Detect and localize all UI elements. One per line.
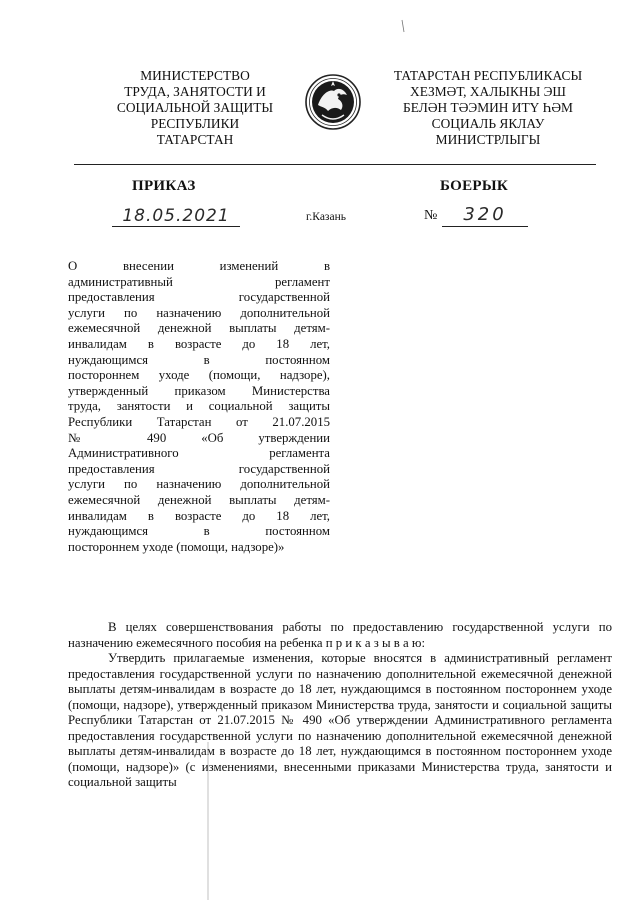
subject-line: нуждающимся в постоянном bbox=[68, 352, 330, 367]
ministry-name-ru-line: РЕСПУБЛИКИ bbox=[150, 116, 240, 131]
ministry-name-tt-line: ТАТАРСТАН РЕСПУБЛИКАСЫ bbox=[393, 68, 583, 83]
subject-line: инвалидам в возрасте до 18 лет, bbox=[68, 508, 330, 523]
ministry-name-tt-line: СОЦИАЛЬ ЯКЛАУ bbox=[431, 116, 545, 131]
subject-line: ежемесячной денежной выплаты детям- bbox=[68, 492, 330, 507]
ministry-name-ru-line: ТРУДА, ЗАНЯТОСТИ И bbox=[124, 84, 266, 99]
order-number-sign: № bbox=[424, 208, 438, 223]
subject-line: предоставления государственной bbox=[68, 290, 330, 305]
ministry-name-ru bbox=[90, 68, 300, 148]
subject-line: административный регламент bbox=[68, 274, 330, 289]
tatarstan-emblem-icon bbox=[304, 73, 362, 131]
order-title-tt: БОЕРЫК bbox=[440, 178, 509, 194]
ministry-name-tt bbox=[372, 68, 604, 148]
ministry-name-ru-line: МИНИСТЕРСТВО bbox=[140, 68, 250, 83]
subject-line: труда, занятости и социальной защиты bbox=[68, 399, 330, 414]
subject-line: утвержденный приказом Министерства bbox=[68, 383, 330, 398]
subject-line: постороннем уходе (помощи, надзоре)» bbox=[68, 539, 285, 554]
subject-line: услуги по назначению дополнительной bbox=[68, 477, 330, 492]
order-body bbox=[68, 620, 612, 791]
ministry-name-tt-line: МИНИСТРЛЫГЫ bbox=[435, 132, 541, 147]
subject-line: предоставления государственной bbox=[68, 461, 330, 476]
ministry-name-ru-line: ТАТАРСТАН bbox=[156, 132, 234, 147]
body-paragraph: Утвердить прилагаемые изменения, которые вносятся в административный регламент предоставления государственной услуги по назначению дополнительной ежемесячной денежной выплаты детям-инвалидам в возрасте до 18 лет, нуждающимся в постоянном постороннем уходе (помощи, надзоре), утвержденный приказом Министерства труда, занятости и социальной защиты Республики Татарстан от 21.07.2015 № 490 «Об утверждении Административного регламента предоставления государственной услуги по назначению дополнительной ежемесячной денежной выплаты детям-инвалидам в возрасте до 18 лет, нуждающимся в постоянном постороннем уходе (помощи, надзоре)» (с изменениями, внесенными приказами Министерства труда, занятости и социальной защиты bbox=[68, 651, 612, 789]
subject-line: услуги по назначению дополнительной bbox=[68, 305, 330, 320]
subject-line: Республики Татарстан от 21.07.2015 bbox=[68, 414, 330, 429]
header-divider bbox=[74, 164, 596, 165]
scan-mark bbox=[402, 20, 404, 32]
ministry-name-tt-line: БЕЛӘН ТӘЭМИН ИТҮ ҺӘМ bbox=[403, 100, 573, 115]
ministry-name-ru-line: СОЦИАЛЬНОЙ ЗАЩИТЫ bbox=[116, 100, 274, 115]
subject-line: Административного регламента bbox=[68, 446, 330, 461]
subject-line: № 490 «Об утверждении bbox=[68, 430, 330, 445]
subject-line: ежемесячной денежной выплаты детям- bbox=[68, 321, 330, 336]
subject-line: постороннем уходе (помощи, надзоре), bbox=[68, 368, 330, 383]
subject-line: О внесении изменений в bbox=[68, 259, 330, 273]
order-title-ru: ПРИКАЗ bbox=[132, 178, 196, 194]
order-date: 18.05.2021 bbox=[112, 206, 240, 227]
subject-line: нуждающимся в постоянном bbox=[68, 524, 330, 539]
order-subject bbox=[68, 259, 330, 555]
ministry-name-tt-line: ХЕЗМӘТ, ХАЛЫКНЫ ЭШ bbox=[410, 84, 566, 99]
subject-line: инвалидам в возрасте до 18 лет, bbox=[68, 336, 330, 351]
order-number: 320 bbox=[442, 204, 528, 227]
body-paragraph: В целях совершенствования работы по предоставлению государственной услуги по назначению ежемесячного пособия на ребенка п р и к а з ы в а ю: bbox=[68, 620, 612, 650]
order-city: г.Казань bbox=[306, 211, 346, 223]
